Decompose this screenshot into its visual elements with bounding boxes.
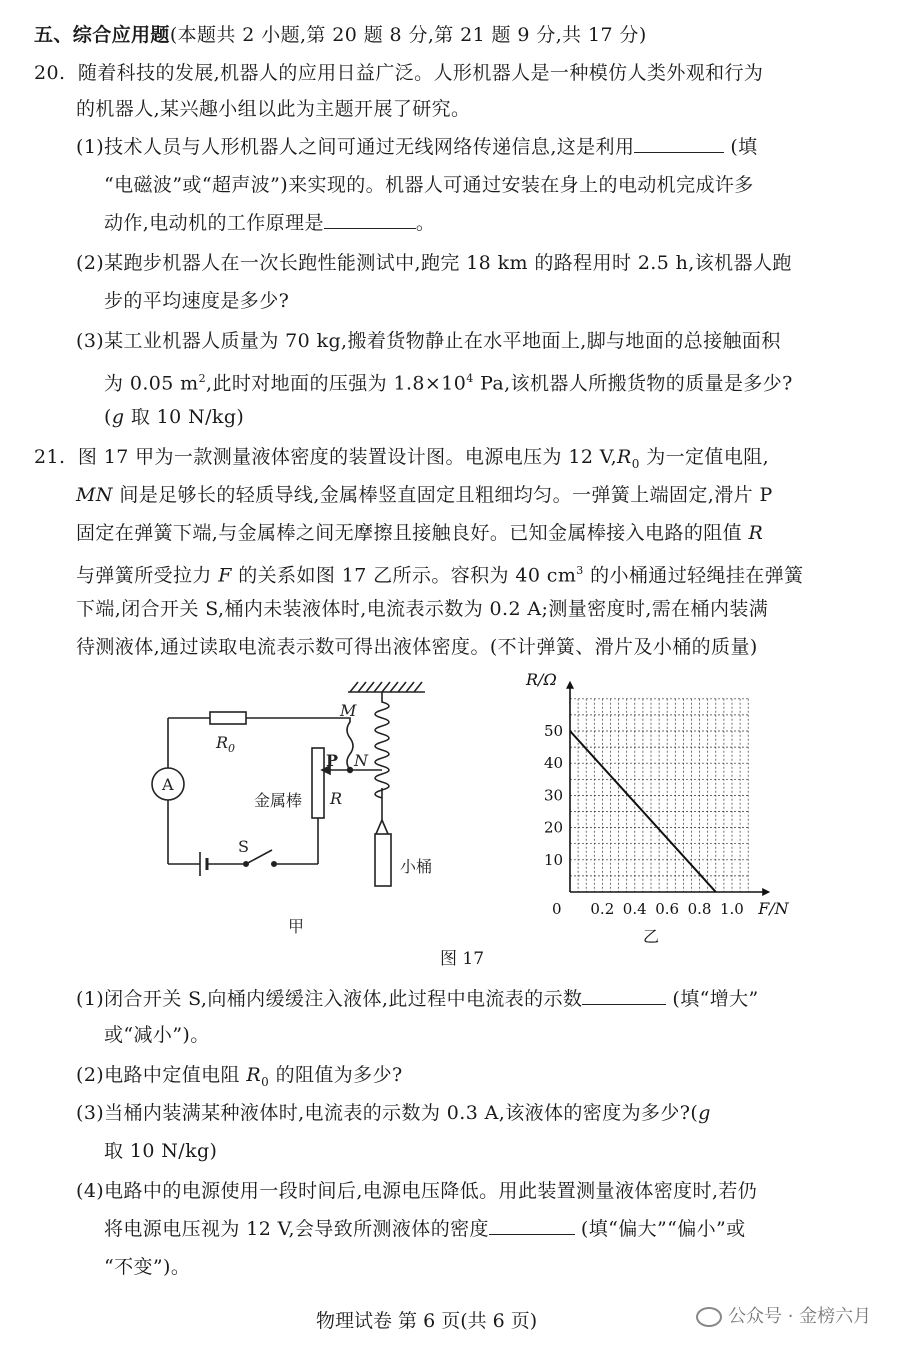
q20-p3-b-3: ,此时对地面的压强为 1.8×10 bbox=[206, 372, 467, 395]
q21-p1-a: (1)闭合开关 S,向桶内缓缓注入液体,此过程中电流表的示数 bbox=[76, 988, 583, 1010]
q21-l4-2: 的关系如图 17 乙所示。容积为 40 cm bbox=[231, 564, 577, 587]
section-header bbox=[34, 22, 647, 48]
q20-part1-line-1 bbox=[76, 134, 758, 160]
q21-l4-4: 的小桶通过轻绳挂在弹簧 bbox=[583, 564, 804, 587]
q21-l3: 固定在弹簧下端,与金属棒之间无摩擦且接触良好。已知金属棒接入电路的阻值 bbox=[76, 522, 749, 544]
label-switch: S bbox=[238, 837, 249, 856]
q21-line-4 bbox=[76, 558, 804, 588]
bucket bbox=[375, 834, 391, 886]
q21-part3-line-1 bbox=[76, 1100, 711, 1126]
q21-l4-3: 3 bbox=[576, 564, 584, 577]
q20-intro-1: 随着科技的发展,机器人的应用日益广泛。人形机器人是一种模仿人类外观和行为 bbox=[77, 62, 764, 84]
q21-l1-0: 0 bbox=[631, 456, 640, 471]
q21-l4-1: 与弹簧所受拉力 bbox=[76, 564, 219, 587]
q21-l5: 下端,闭合开关 S,桶内未装液体时,电流表示数为 0.2 A;测量密度时,需在桶内装满 bbox=[76, 598, 769, 620]
q21-p2-1: (2)电路中定值电阻 bbox=[76, 1064, 247, 1086]
circuit-diagram bbox=[152, 682, 425, 886]
q20-p1-blank-1[interactable] bbox=[634, 134, 724, 153]
q21-part2 bbox=[76, 1062, 403, 1095]
label-r0: $R_0$ bbox=[216, 733, 236, 755]
q20-part3-line-3 bbox=[104, 404, 244, 430]
figure-caption: 图 17 bbox=[440, 949, 485, 969]
q21-l3-R: R bbox=[748, 522, 764, 544]
circuit-labels bbox=[161, 701, 432, 936]
q21-p3-b: 取 10 N/kg) bbox=[104, 1140, 218, 1162]
label-m: M bbox=[340, 701, 357, 720]
label-r: R bbox=[330, 789, 343, 808]
q20-p1-b: “电磁波”或“超声波”)来实现的。机器人可通过安装在身上的电动机完成许多 bbox=[104, 174, 754, 196]
resistor-r0 bbox=[210, 712, 246, 724]
q21-part4-line-2 bbox=[104, 1216, 746, 1242]
switch-blade bbox=[246, 850, 272, 864]
y-tick-label: 10 bbox=[544, 850, 564, 869]
q21-p4-c: “不变”)。 bbox=[104, 1256, 191, 1278]
q20-intro-line-1 bbox=[34, 60, 763, 86]
q21-l1-R: R bbox=[617, 446, 632, 468]
page-footer: 物理试卷 第 6 页(共 6 页) bbox=[316, 1310, 538, 1332]
q20-part3-line-2 bbox=[104, 366, 793, 396]
x-tick-label: 0.6 bbox=[655, 900, 680, 918]
q21-p3-a-g: g bbox=[698, 1102, 711, 1124]
q21-p4-blank[interactable] bbox=[489, 1216, 575, 1235]
label-metal-rod: 金属棒 bbox=[254, 791, 303, 810]
y-axis-arrow bbox=[566, 681, 574, 689]
x-tick-label: 1.0 bbox=[720, 900, 744, 918]
q21-l1-1: 图 17 甲为一款测量液体密度的装置设计图。电源电压为 12 V, bbox=[77, 446, 618, 468]
y-tick-label: 40 bbox=[544, 754, 564, 773]
q20-p2-a: (2)某跑步机器人在一次长跑性能测试中,跑完 18 km 的路程用时 2.5 h,该机器人跑 bbox=[76, 252, 792, 274]
y-axis-label: R/Ω bbox=[526, 670, 557, 689]
q21-p3-a: (3)当桶内装满某种液体时,电流表的示数为 0.3 A,该液体的密度为多少?( bbox=[76, 1102, 699, 1124]
q20-part1-line-3 bbox=[104, 210, 435, 236]
y-tick-label: 30 bbox=[544, 786, 564, 805]
wechat-icon bbox=[696, 1307, 722, 1327]
q21-line-1 bbox=[34, 444, 769, 477]
q20-p1-c: 动作,电动机的工作原理是 bbox=[104, 212, 324, 234]
q21-l1-2: 为一定值电阻, bbox=[639, 446, 770, 468]
x-tick-label: 0 bbox=[552, 900, 562, 918]
q20-intro-2: 的机器人,某兴趣小组以此为主题开展了研究。 bbox=[76, 98, 471, 120]
x-tick-label: 0.2 bbox=[590, 900, 615, 918]
q21-p1-b: 或“减小”)。 bbox=[104, 1024, 210, 1046]
label-jia: 甲 bbox=[288, 917, 305, 936]
y-tick-label: 20 bbox=[544, 818, 564, 837]
q20-p1-a: (1)技术人员与人形机器人之间可通过无线网络传递信息,这是利用 bbox=[76, 136, 635, 158]
ceiling-mount bbox=[348, 682, 425, 692]
x-tick-label: 0.4 bbox=[622, 900, 647, 918]
q20-p3-c-1: ( bbox=[104, 406, 112, 428]
q21-l4-F: F bbox=[218, 564, 232, 587]
y-tick-label: 50 bbox=[544, 722, 564, 740]
q21-p1-a-end: (填“增大” bbox=[672, 988, 759, 1010]
q20-p1-a-end: (填 bbox=[730, 136, 758, 158]
label-n: N bbox=[354, 751, 368, 770]
q21-number: 21. bbox=[34, 446, 66, 468]
q20-p1-c-end: 。 bbox=[415, 212, 436, 234]
q21-line-3 bbox=[76, 520, 763, 546]
q20-p3-b-5: Pa,该机器人所搬货物的质量是多少? bbox=[473, 372, 793, 395]
q21-p2-0: 0 bbox=[261, 1074, 270, 1089]
q21-p2-R: R bbox=[246, 1064, 262, 1086]
q21-p4-a: (4)电路中的电源使用一段时间后,电源电压降低。用此装置测量液体密度时,若仍 bbox=[76, 1180, 758, 1202]
q21-l2-rest: 间是足够长的轻质导线,金属棒竖直固定且粗细均匀。一弹簧上端固定,滑片 P bbox=[112, 484, 773, 506]
watermark-account: 公众号 · 金榜六月 bbox=[696, 1302, 871, 1328]
section-heading: 五、综合应用题 bbox=[34, 24, 170, 46]
label-bucket: 小桶 bbox=[400, 857, 433, 876]
q21-l6: 待测液体,通过读取电流表示数可得出液体密度。(不计弹簧、滑片及小桶的质量) bbox=[76, 636, 758, 658]
spring bbox=[375, 692, 389, 804]
q20-p3-c-2: g bbox=[111, 406, 125, 428]
figure-17 bbox=[150, 670, 800, 970]
q20-p3-a: (3)某工业机器人质量为 70 kg,搬着货物静止在水平地面上,脚与地面的总接触面积 bbox=[76, 330, 781, 352]
q21-l2-MN: MN bbox=[76, 484, 113, 506]
graph-title-yi: 乙 bbox=[643, 927, 660, 946]
q20-p1-blank-2[interactable] bbox=[324, 210, 416, 229]
q21-p4-b-end: (填“偏大”“偏小”或 bbox=[580, 1218, 746, 1240]
q21-part1-line-1 bbox=[76, 986, 759, 1012]
label-ammeter: A bbox=[162, 775, 174, 794]
q21-p4-b: 将电源电压视为 12 V,会导致所测液体的密度 bbox=[104, 1218, 489, 1240]
q20-p2-b: 步的平均速度是多少? bbox=[104, 290, 290, 312]
metal-rod bbox=[312, 748, 324, 818]
q20-number: 20. bbox=[34, 62, 66, 84]
x-axis-arrow bbox=[762, 888, 770, 896]
graph-r-vs-f bbox=[525, 670, 790, 946]
q21-line-2 bbox=[76, 482, 773, 508]
bucket-hanger bbox=[376, 820, 388, 834]
q21-p2-2: 的阻值为多少? bbox=[269, 1064, 403, 1086]
label-p: P bbox=[326, 751, 339, 770]
x-tick-label: 0.8 bbox=[687, 900, 712, 918]
q20-p3-b-1: 为 0.05 m bbox=[104, 372, 199, 395]
q20-p3-c-3: 取 10 N/kg) bbox=[124, 406, 245, 428]
q21-p1-blank[interactable] bbox=[582, 986, 666, 1005]
x-axis-label: F/N bbox=[758, 899, 789, 918]
q20-p3-b-4: 4 bbox=[466, 372, 474, 385]
section-note: (本题共 2 小题,第 20 题 8 分,第 21 题 9 分,共 17 分) bbox=[169, 24, 647, 46]
q20-p3-b-2: 2 bbox=[198, 372, 207, 385]
